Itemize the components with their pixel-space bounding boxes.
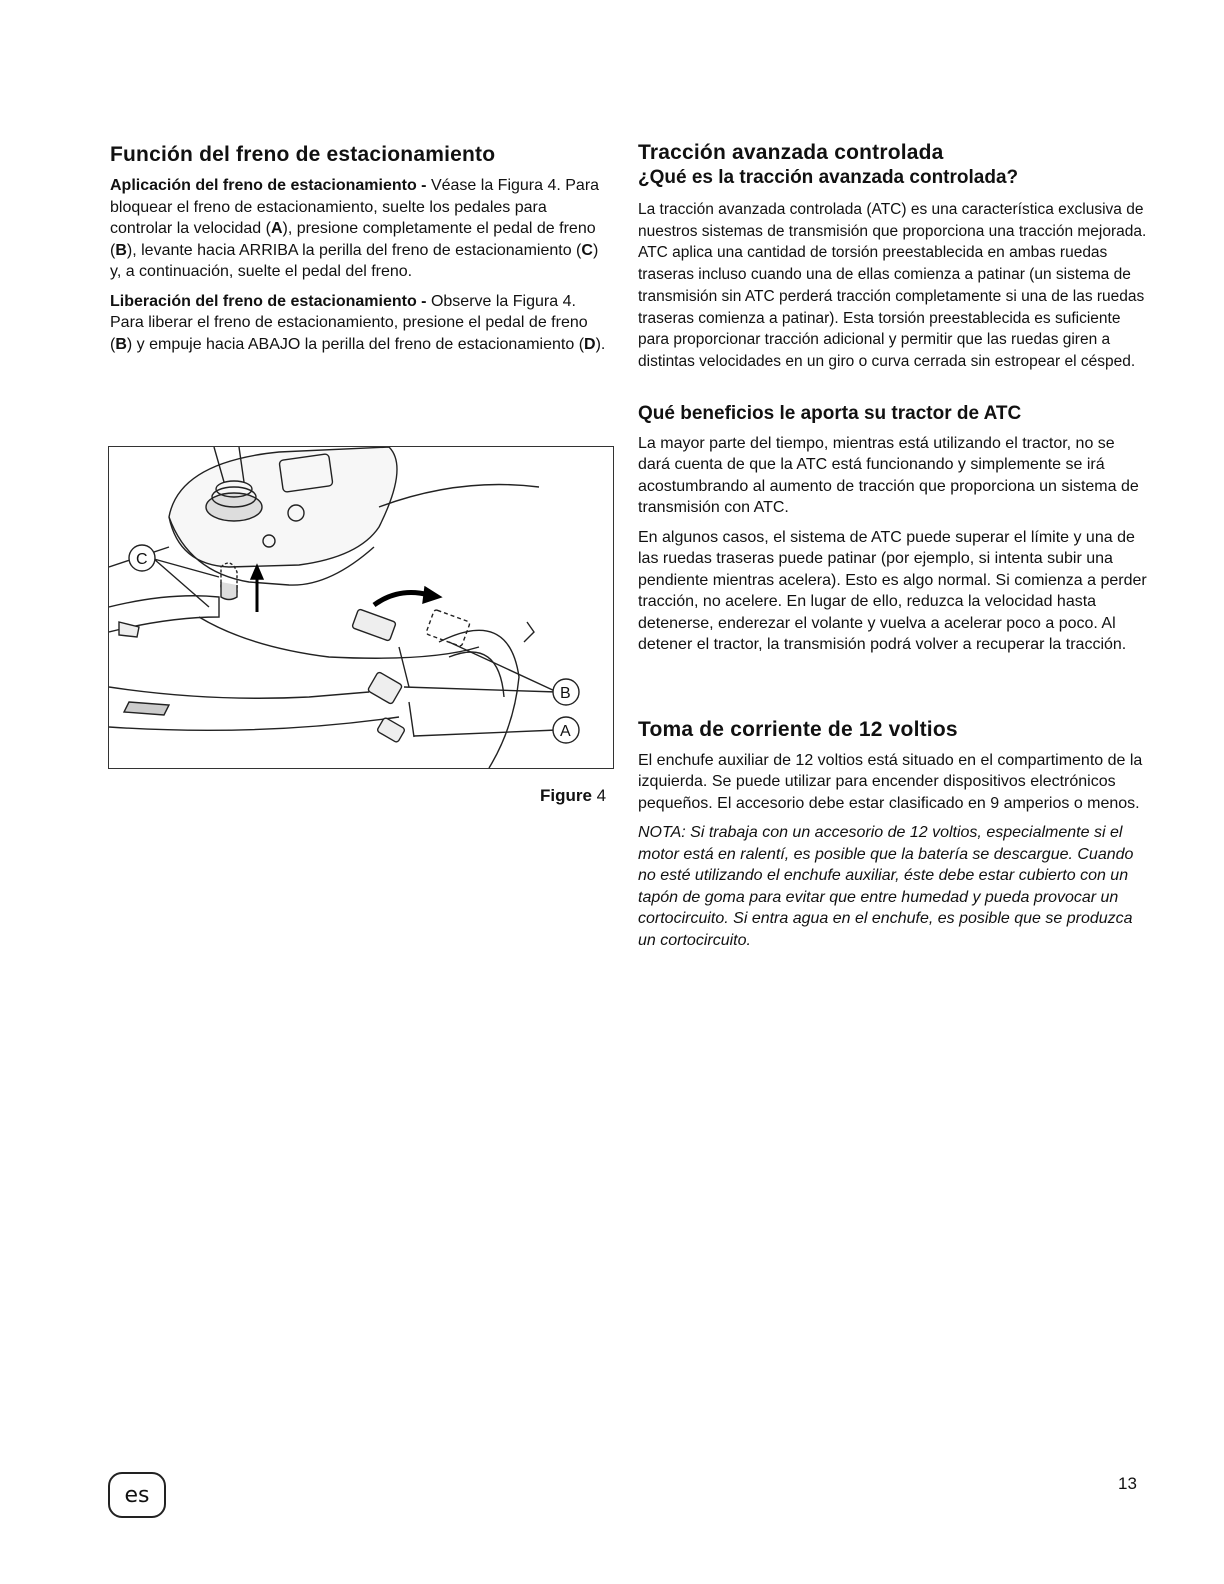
outlet-note: NOTA: Si trabaja con un accesorio de 12 voltios, especialmente si el motor está en ralentí, es posible que la batería se descargue. Cuando no esté utilizando el enchufe auxiliar, éste debe estar cubierto con un tapón de goma para evitar que entre humedad y pueda provocar un cortocircuito. Si entra agua en el enchufe, es posible que se produzca un cortocircuito. [638, 824, 1134, 949]
atc-paragraph: La tracción avanzada controlada (ATC) es una característica exclusiva de nuestros sistemas de transmisión que proporciona una tracción mejorada. ATC aplica una cantidad de torsión preestablecida en ambas ruedas traseras incluso cuando una de ellas comienza a patinar (un sistema de transmisión sin ATC perderá tracción completamente si una de las ruedas traseras comienza a patinar). Esta torsión preestablecida es suficiente para proporcionar tracción adicional y permitir que las ruedas giren a distintas velocidades en un giro o curva cerrada sin estropear el césped. [638, 201, 1147, 370]
figure-4-illustration [108, 446, 614, 769]
language-badge: es [108, 1472, 166, 1518]
outlet-paragraph: El enchufe auxiliar de 12 voltios está situado en el compartimento de la izquierda. Se puede utilizar para encender dispositivos electrónicos pequeños. El accesorio debe estar clasificado en 9 amperios o menos. [638, 751, 1143, 812]
atc-subheading: ¿Qué es la tracción avanzada controlada? [638, 167, 1019, 188]
benefits-heading: Qué beneficios le aporta su tractor de ATC [638, 402, 1022, 424]
figure-caption: Figure 4 [540, 786, 607, 805]
benefits-paragraph-2: En algunos casos, el sistema de ATC puede superar el límite y una de las ruedas traseras puede patinar (por ejemplo, si intenta subir una pendiente mientras acelera). Esto es algo normal. Si comienza a perder tracción, no acelere. En lugar de ello, reduzca la velocidad hasta detenerse, enderezar el volante y vuelva a acelerar poco a poco. Al detener el tractor, la transmisión podrá volver a recuperar la tracción. [638, 528, 1147, 654]
left-column [110, 143, 612, 355]
release-brake-label: Liberación del freno de estacionamiento - [110, 292, 427, 310]
callout-b-label: B [560, 685, 571, 702]
parking-brake-heading: Función del freno de estacionamiento [110, 143, 496, 166]
benefits-paragraph-1: La mayor parte del tiempo, mientras está utilizando el tractor, no se dará cuenta de que la ATC está funcionando y simplemente se irá acostumbrando al aumento de tracción que proporciona un sistema de transmisión con ATC. [638, 434, 1139, 517]
right-column [638, 141, 1148, 951]
outlet-heading: Toma de corriente de 12 voltios [638, 717, 958, 741]
callout-a-label: A [560, 723, 571, 740]
apply-brake-label: Aplicación del freno de estacionamiento - [110, 177, 427, 194]
page-number: 13 [1118, 1474, 1137, 1493]
apply-brake-paragraph: Aplicación del freno de estacionamiento - Véase la Figura 4. Para bloquear el freno de estacionamiento, suelte los pedales para controlar la velocidad (A), presione completamente el pedal de freno (B), levante hacia ARRIBA la perilla del freno de estacionamiento (C) y, a continuación, suelte el pedal del freno. [110, 177, 600, 280]
release-brake-paragraph: Liberación del freno de estacionamiento - Observe la Figura 4. Para liberar el freno de estacionamiento, presione el pedal de freno (B) y empuje hacia ABAJO la perilla del freno de estacionamiento (D). [110, 292, 606, 353]
atc-heading: Tracción avanzada controlada [638, 141, 944, 164]
tractor-brake-drawing [109, 447, 613, 768]
callout-c-label: C [136, 551, 148, 568]
